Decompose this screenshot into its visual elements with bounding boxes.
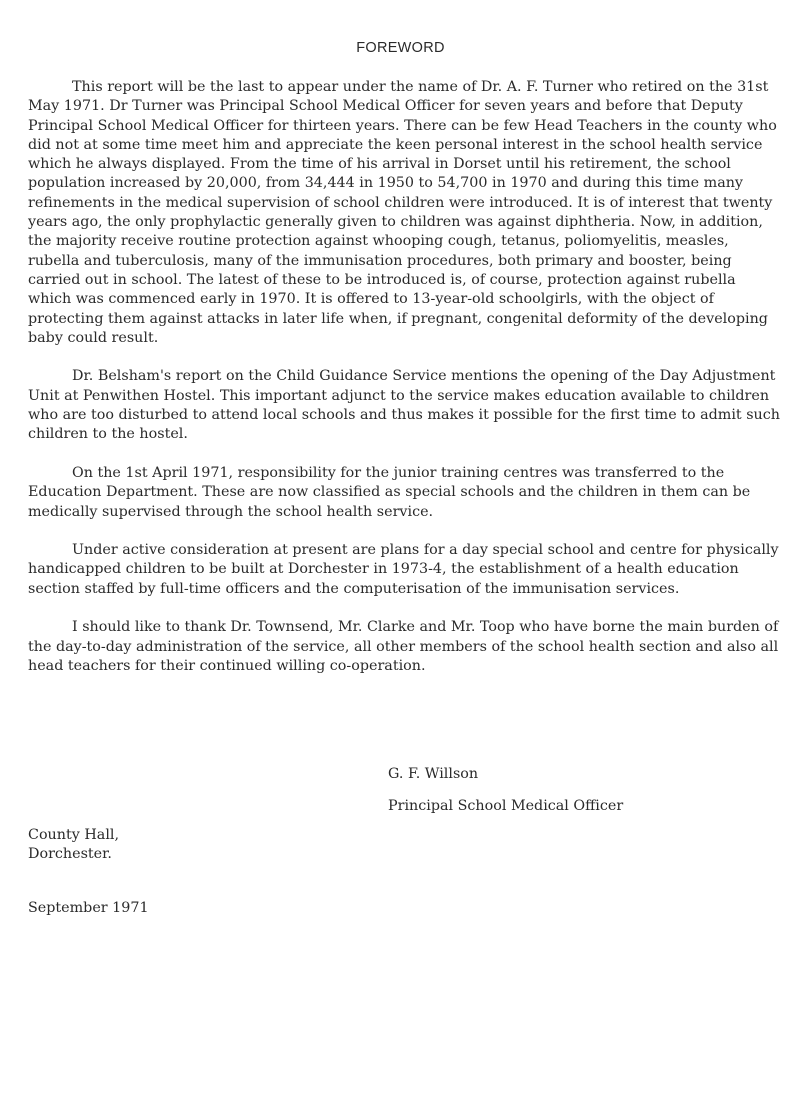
address-line: Dorchester. xyxy=(28,846,112,862)
address-block xyxy=(28,826,119,864)
paragraph: Dr. Belsham's report on the Child Guidance Service mentions the opening of the Day Adjustment Unit at Penwithen Hostel. This important adjunct to the service makes education available to children who are too disturbed to attend local schools and thus makes it possible for the first time to admit such children to the hostel. xyxy=(28,368,780,443)
page-title: FOREWORD xyxy=(356,40,445,56)
signature-block xyxy=(388,758,623,822)
paragraph: This report will be the last to appear under the name of Dr. A. F. Turner who retired on the 31st May 1971. Dr Turner was Principal School Medical Officer for seven years and before that Deputy Principal School Medical Officer for thirteen years. There can be few Head Teachers in the county who did not at some time meet him and appreciate the keen personal interest in the school health service which he always displayed. From the time of his arrival in Dorset until his retirement, the school population increased by 20,000, from 34,444 in 1950 to 54,700 in 1970 and during this time many refinements in the medical supervision of school children were introduced. It is of interest that twenty years ago, the only prophylactic generally given to children was against diphtheria. Now, in addition, the majority receive routine protection against whooping cough, tetanus, poliomyelitis, measles, rubella and tuberculosis, many of the immunisation procedures, both primary and booster, being carried out in school. The latest of these to be introduced is, of course, protection against rubella which was commenced early in 1970. It is offered to 13-year-old schoolgirls, with the object of protecting them against attacks in later life when, if pregnant, congenital deformity of the developing baby could result. xyxy=(28,79,777,346)
signatory-name: G. F. Willson xyxy=(388,766,479,782)
paragraph: On the 1st April 1971, responsibility for the junior training centres was transferred to the Education Department. These are now classified as special schools and the children in them can be medically supervised through the school health service. xyxy=(28,464,751,520)
document-date: September 1971 xyxy=(28,900,149,916)
paragraph: I should like to thank Dr. Townsend, Mr. Clarke and Mr. Toop who have borne the main burden of the day-to-day administration of the service, all other members of the school health section and also all head teachers for their continued willing co-operation. xyxy=(28,619,779,674)
address-line: County Hall, xyxy=(28,827,120,843)
foreword-body xyxy=(28,78,783,696)
signatory-position: Principal School Medical Officer xyxy=(388,798,624,814)
paragraph: Under active consideration at present are plans for a day special school and centre for physically handicapped children to be built at Dorchester in 1973-4, the establishment of a health education section staffed by full-time officers and the computerisation of the immunisation services. xyxy=(28,542,779,597)
